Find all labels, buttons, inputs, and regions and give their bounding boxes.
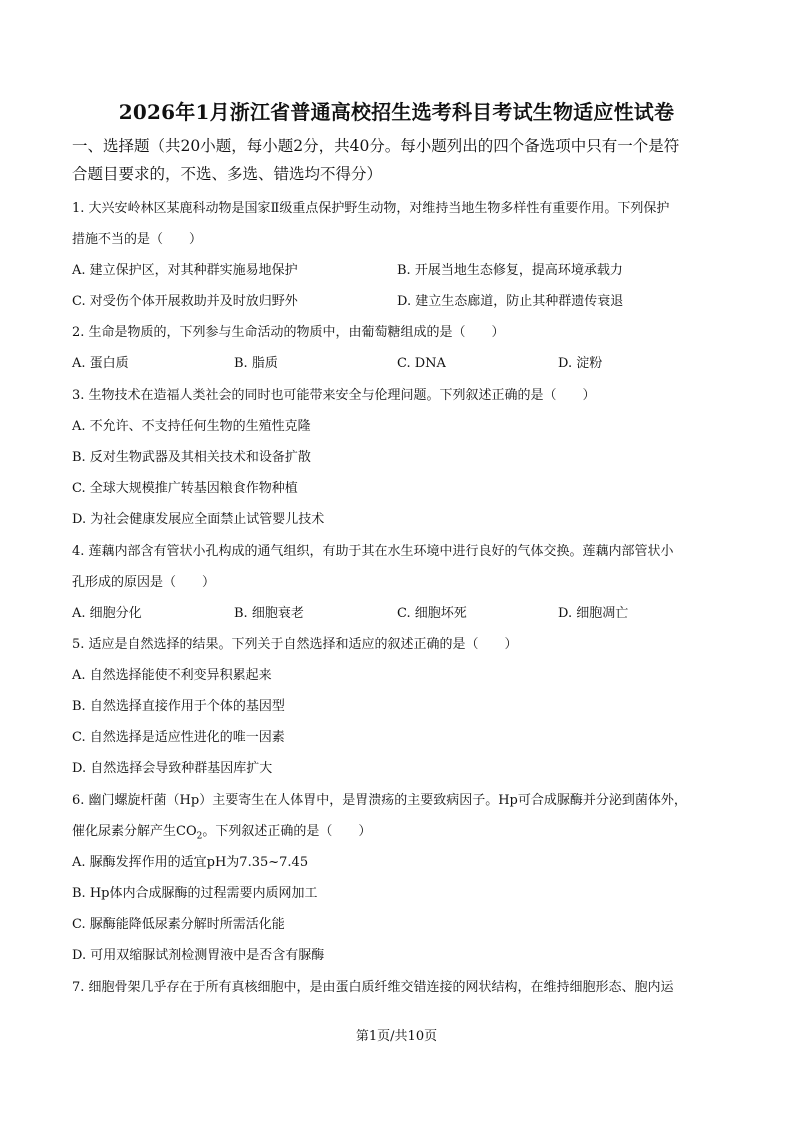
question-6-option-a: A. 脲酶发挥作用的适宜pH为7.35~7.45 xyxy=(72,855,309,870)
question-6-option-c: C. 脲酶能降低尿素分解时所需活化能 xyxy=(72,917,285,932)
question-5-option-c: C. 自然选择是适应性进化的唯一因素 xyxy=(72,730,285,745)
question-6-subscript: 2 xyxy=(196,831,203,842)
question-4-stem: 4. 莲藕内部含有管状小孔构成的通气组织，有助于其在水生环境中进行良好的气体交换。莲藕内部管状小 xyxy=(72,544,674,559)
question-1-option-d: D. 建立生态廊道，防止其种群遗传衰退 xyxy=(397,294,624,309)
question-6-option-b: B. Hp体内合成脲酶的过程需要内质网加工 xyxy=(72,886,318,901)
question-2-option-a: A. 蛋白质 xyxy=(72,356,129,371)
question-3-stem: 3. 生物技术在造福人类社会的同时也可能带来安全与伦理问题。下列叙述正确的是（ ） xyxy=(72,388,596,403)
question-1-option-c: C. 对受伤个体开展救助并及时放归野外 xyxy=(72,294,298,309)
page-footer: 第1页/共10页 xyxy=(355,1029,438,1044)
question-4-option-a: A. 细胞分化 xyxy=(72,606,142,621)
question-2-option-b: B. 脂质 xyxy=(234,356,278,371)
question-1-option-a: A. 建立保护区，对其种群实施易地保护 xyxy=(72,263,298,278)
question-5-option-d: D. 自然选择会导致种群基因库扩大 xyxy=(72,761,273,776)
question-4-option-b: B. 细胞衰老 xyxy=(234,606,304,621)
question-4-stem: 孔形成的原因是（ ） xyxy=(72,575,216,590)
question-3-option-d: D. 为社会健康发展应全面禁止试管婴儿技术 xyxy=(72,512,325,527)
section-header-line: 合题目要求的，不选、多选、错选均不得分） xyxy=(72,165,383,183)
question-1-stem: 1. 大兴安岭林区某鹿科动物是国家Ⅱ级重点保护野生动物，对维持当地生物多样性有重要作用。下列保护 xyxy=(72,201,670,216)
question-5-option-a: A. 自然选择能使不利变异积累起来 xyxy=(72,668,272,683)
question-2-stem: 2. 生命是物质的，下列参与生命活动的物质中，由葡萄糖组成的是（ ） xyxy=(72,325,505,340)
question-1-stem: 措施不当的是（ ） xyxy=(72,232,203,247)
section-header xyxy=(72,132,732,188)
page-title: 2026年1月浙江省普通高校招生选考科目考试生物适应性试卷 xyxy=(118,100,675,124)
question-5-option-b: B. 自然选择直接作用于个体的基因型 xyxy=(72,699,285,714)
question-4-option-c: C. 细胞坏死 xyxy=(397,606,467,621)
question-5-stem: 5. 适应是自然选择的结果。下列关于自然选择和适应的叙述正确的是（ ） xyxy=(72,637,518,652)
question-6-stem xyxy=(72,822,737,847)
question-6-stem-part: 。下列叙述正确的是（ ） xyxy=(202,824,372,839)
question-1-option-b: B. 开展当地生态修复，提高环境承载力 xyxy=(397,263,623,278)
question-2-option-d: D. 淀粉 xyxy=(558,356,603,371)
question-6-option-d: D. 可用双缩脲试剂检测胃液中是否含有脲酶 xyxy=(72,948,325,963)
question-3-option-c: C. 全球大规模推广转基因粮食作物种植 xyxy=(72,481,298,496)
question-6-stem-part: 催化尿素分解产生CO xyxy=(72,824,197,839)
question-6-stem: 6. 幽门螺旋杆菌（Hp）主要寄生在人体胃中，是胃溃疡的主要致病因子。Hp可合成脲酶并分泌到菌体外， xyxy=(72,793,687,808)
question-2-option-c: C. DNA xyxy=(397,356,446,371)
question-3-option-b: B. 反对生物武器及其相关技术和设备扩散 xyxy=(72,450,311,465)
question-7-stem: 7. 细胞骨架几乎存在于所有真核细胞中，是由蛋白质纤维交错连接的网状结构，在维持细胞形态、胞内运 xyxy=(72,980,674,995)
question-3-option-a: A. 不允许、不支持任何生物的生殖性克隆 xyxy=(72,419,311,434)
section-header-line: 一、选择题（共20小题，每小题2分，共40分。每小题列出的四个备选项中只有一个是符 xyxy=(72,137,680,155)
question-4-option-d: D. 细胞凋亡 xyxy=(558,606,629,621)
